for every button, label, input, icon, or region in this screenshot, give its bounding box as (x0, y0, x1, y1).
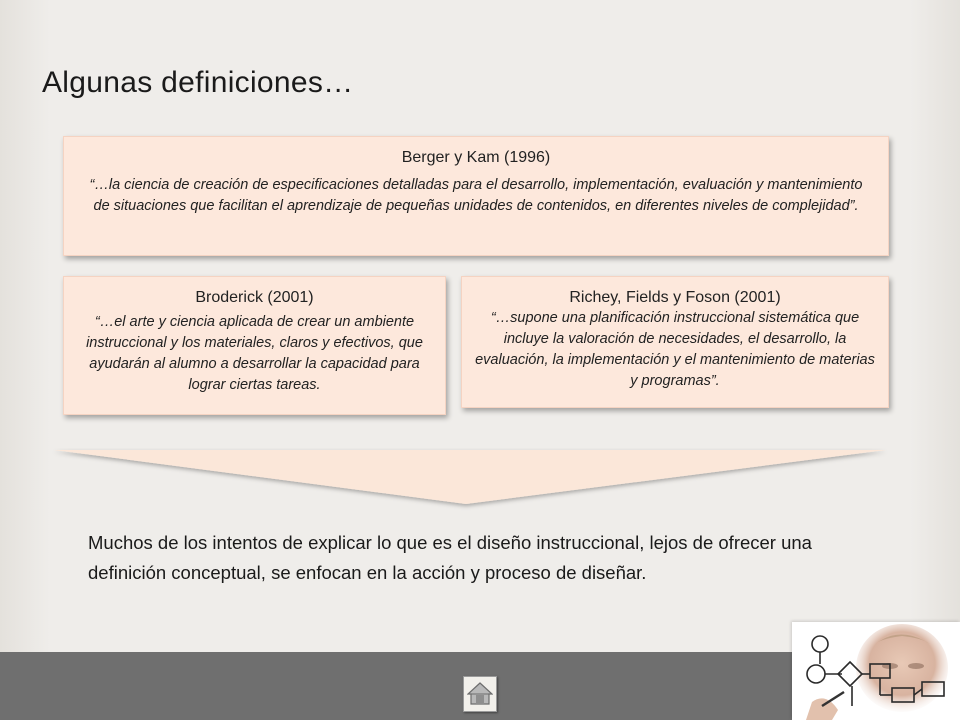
flowchart-photo (792, 622, 960, 720)
summary-text: Muchos de los intentos de explicar lo que es el diseño instruccional, lejos de ofrecer una definición conceptual, se enfocan en la acción y proceso de diseñar. (88, 532, 812, 583)
definition-quote: “…supone una planificación instruccional sistemática que incluye la valoración de necesidades, el desarrollo, la evaluación, la implementación y el mantenimiento de materias y programas”. (475, 310, 875, 389)
definition-card-richey-fields-foson (461, 276, 889, 408)
home-icon (467, 681, 493, 707)
definition-author: Richey, Fields y Foson (2001) (569, 289, 781, 306)
definition-quote: “…el arte y ciencia aplicada de crear un ambiente instruccional y los materiales, claros y efectivos, que ayudarán al alumno a desarrollar la capacidad para lograr ciertas tareas. (86, 314, 423, 393)
funnel-arrow-shape (50, 448, 890, 518)
definition-author: Broderick (2001) (195, 289, 314, 306)
definition-author: Berger y Kam (1996) (401, 149, 551, 166)
definition-card-berger-kam (63, 136, 889, 256)
definition-card-broderick (63, 276, 446, 415)
slide-title: Algunas definiciones… (42, 66, 354, 99)
definition-quote: “…la ciencia de creación de especificaciones detalladas para el desarrollo, implementación, evaluación y mantenimiento de situaciones que facilitan el aprendizaje de pequeñas unidades de contenidos, en diferentes niveles de complejidad”. (89, 177, 863, 214)
home-button[interactable] (463, 676, 497, 712)
